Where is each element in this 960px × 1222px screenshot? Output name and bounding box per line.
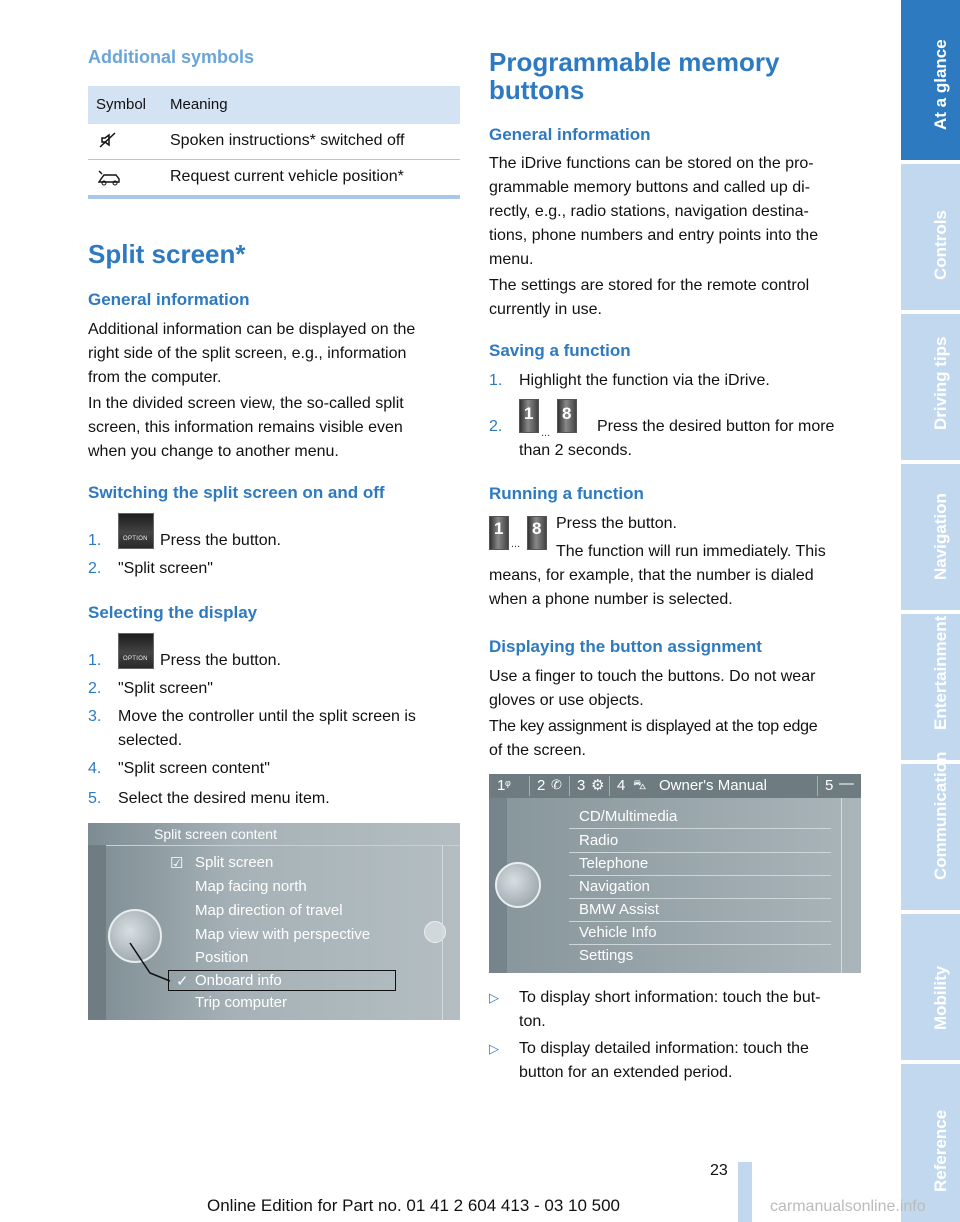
footer-text: Online Edition for Part no. 01 41 2 604 413 - 03 10 500 <box>207 1196 621 1215</box>
paragraph-line: The function will run immediately. This <box>556 543 826 560</box>
ellipsis: ... <box>511 538 521 550</box>
tab-label: Reference <box>930 1109 950 1192</box>
screen-menu-item: Radio <box>579 832 619 849</box>
screen-row-divider <box>569 875 831 876</box>
option-label: OPTION <box>123 656 148 662</box>
step-text: Press the button. <box>160 652 281 669</box>
topbar-slot: 3 <box>577 777 586 794</box>
check-icon: ✓ <box>176 973 189 990</box>
memory-button-8-icon <box>557 399 577 433</box>
paragraph-line: The iDrive functions can be stored on the pro- <box>489 155 814 172</box>
topbar-divider <box>529 776 530 796</box>
tab-entertainment[interactable] <box>901 614 960 760</box>
paragraph-line: Use a finger to touch the buttons. Do not wear <box>489 668 816 685</box>
screen-left-edge <box>88 845 106 1020</box>
step-text: Press the desired button for more <box>597 418 835 435</box>
topbar-slot: Owner's Manual <box>659 777 767 794</box>
screen-menu-item: Map facing north <box>195 878 307 895</box>
step-text: "Split screen" <box>118 560 213 577</box>
step-text: "Split screen" <box>118 680 213 697</box>
paragraph-line: The settings are stored for the remote control <box>489 277 810 294</box>
paragraph-line: currently in use. <box>489 301 602 318</box>
tab-label: Controls <box>930 210 950 280</box>
step-text: selected. <box>118 732 183 749</box>
bullet-item <box>489 1037 861 1085</box>
signal-icon: ᵠ <box>505 777 511 792</box>
tab-mobility[interactable] <box>901 914 960 1060</box>
screen-menu-item: Position <box>195 949 249 966</box>
paragraph-line: of the screen. <box>489 742 586 759</box>
tab-label: Mobility <box>930 965 950 1030</box>
step-text: Press the button. <box>160 532 281 549</box>
screen-menu-item: CD/Multimedia <box>579 808 678 825</box>
step-number: 2. <box>88 680 102 697</box>
screen-menu-item: BMW Assist <box>579 901 660 918</box>
general-information-heading: General information <box>88 290 250 309</box>
option-label: OPTION <box>123 536 148 542</box>
symbol-meaning: Spoken instructions* switched off <box>170 132 405 149</box>
split-screen-heading: Split screen* <box>88 239 246 269</box>
tab-label: At a glance <box>930 39 950 130</box>
tab-communication[interactable] <box>901 751 960 910</box>
topbar-divider <box>609 776 610 796</box>
ellipsis: ... <box>541 427 551 439</box>
split-screen-content-screenshot <box>88 823 460 1020</box>
step-number: 2. <box>88 560 102 577</box>
tab-label: Entertainment <box>930 615 950 730</box>
running-heading: Running a function <box>489 484 644 503</box>
table-row <box>88 124 460 160</box>
programmable-buttons-heading-2: buttons <box>489 75 585 105</box>
memory-button-1-icon <box>519 399 539 433</box>
step-item <box>489 404 861 463</box>
step-number: 4. <box>88 760 102 777</box>
topbar-slot: 5 <box>825 777 834 794</box>
screen-row-divider <box>569 852 831 853</box>
table-bottom-rule <box>88 196 460 199</box>
memory-button-1-icon <box>489 516 509 550</box>
step-number: 1. <box>88 532 102 549</box>
vehicle-position-icon <box>96 168 122 193</box>
paragraph-line: means, for example, that the number is dialed <box>489 567 814 584</box>
screen-menu-item: Map view with perspective <box>195 926 371 943</box>
paragraph-line: when a phone number is selected. <box>489 591 733 608</box>
memory-button-label: 1 <box>494 519 504 538</box>
step-number: 5. <box>88 790 102 807</box>
paragraph-line: grammable memory buttons and called up di- <box>489 179 811 196</box>
step-text: Highlight the function via the iDrive. <box>519 372 770 389</box>
screen-menu-item: Vehicle Info <box>579 924 657 941</box>
bullet-item <box>489 986 861 1034</box>
step-item <box>88 787 460 811</box>
symbol-table-header <box>88 86 460 124</box>
general-information-heading: General information <box>489 125 651 144</box>
bullet-text: To display detailed information: touch the <box>519 1040 809 1057</box>
page-number: 23 <box>710 1162 728 1179</box>
option-button-icon <box>118 633 154 669</box>
paragraph-line: gloves or use objects. <box>489 692 644 709</box>
displaying-heading: Displaying the button assignment <box>489 637 762 656</box>
screen-row-divider <box>569 921 831 922</box>
step-item <box>88 529 460 553</box>
symbol-meaning: Request current vehicle position* <box>170 168 404 185</box>
bullet-text: To display short information: touch the but- <box>519 989 821 1006</box>
tab-navigation[interactable] <box>901 464 960 610</box>
gear-icon: ⚙ <box>591 777 605 794</box>
step-number: 3. <box>88 708 102 725</box>
minus-icon: — <box>839 775 854 792</box>
screen-right-divider <box>841 798 842 973</box>
page-number-bar <box>738 1162 752 1222</box>
screen-menu-item: Settings <box>579 947 634 964</box>
topbar-slot: 1 <box>497 777 506 794</box>
tab-label: Navigation <box>930 493 950 580</box>
table-row <box>88 160 460 196</box>
additional-symbols-heading: Additional symbols <box>88 47 255 67</box>
programmable-buttons-heading-1: Programmable memory <box>489 47 780 77</box>
tab-driving-tips[interactable] <box>901 314 960 460</box>
switching-heading: Switching the split screen on and off <box>88 483 385 502</box>
controller-icon <box>495 862 541 908</box>
screen-menu-item: Navigation <box>579 878 650 895</box>
selecting-heading: Selecting the display <box>88 603 258 622</box>
memory-button-label: 1 <box>524 404 534 423</box>
header-symbol: Symbol <box>96 96 147 113</box>
paragraph-line: screen, this information remains visible even <box>88 419 403 436</box>
step-item <box>88 705 460 753</box>
checkbox-icon: ☑ <box>170 855 184 872</box>
step-text: Move the controller until the split screen is <box>118 708 416 725</box>
bullet-text: button for an extended period. <box>519 1064 733 1081</box>
saving-heading: Saving a function <box>489 341 631 360</box>
paragraph-line: The key assignment is displayed at the top edge <box>489 718 818 735</box>
tab-label: Communication <box>930 751 950 880</box>
step-item <box>88 649 460 673</box>
paragraph-line: rectly, e.g., radio stations, navigation destina- <box>489 203 809 220</box>
paragraph-line: Press the button. <box>556 515 677 532</box>
paragraph-line: Additional information can be displayed on the <box>88 321 416 338</box>
screen-menu-item: Split screen <box>195 854 274 871</box>
option-button-icon <box>118 513 154 549</box>
screen-row-divider <box>569 944 831 945</box>
step-item <box>88 757 460 781</box>
triangle-bullet-icon: ▷ <box>489 1041 499 1056</box>
step-item <box>88 677 460 701</box>
tab-at-a-glance[interactable] <box>901 0 960 160</box>
watermark: carmanualsonline.info <box>770 1198 926 1215</box>
paragraph-line: In the divided screen view, the so-called split <box>88 395 404 412</box>
topbar-divider <box>569 776 570 796</box>
step-number: 1. <box>88 652 102 669</box>
screen-row-divider <box>569 828 831 829</box>
step-text: than 2 seconds. <box>519 442 632 459</box>
screen-title: Split screen content <box>154 826 277 842</box>
screen-divider <box>88 845 460 846</box>
screen-row-divider <box>569 898 831 899</box>
screen-menu-item: Onboard info <box>195 972 282 989</box>
paragraph-line: right side of the split screen, e.g., information <box>88 345 407 362</box>
car-icon: ⛍ <box>633 777 647 792</box>
bullet-text: ton. <box>519 1013 546 1030</box>
phone-icon: ✆ <box>551 777 562 792</box>
memory-button-8-icon <box>527 516 547 550</box>
paragraph-line: from the computer. <box>88 369 222 386</box>
screen-menu-item: Map direction of travel <box>195 902 343 919</box>
tab-controls[interactable] <box>901 164 960 310</box>
topbar-divider <box>817 776 818 796</box>
paragraph-line: when you change to another menu. <box>88 443 339 460</box>
memory-button-label: 8 <box>562 404 572 423</box>
memory-button-label: 8 <box>532 519 542 538</box>
header-meaning: Meaning <box>170 96 228 113</box>
step-item <box>88 557 460 581</box>
pointer-line <box>128 941 173 983</box>
paragraph-line: tions, phone numbers and entry points into the <box>489 227 819 244</box>
triangle-bullet-icon: ▷ <box>489 990 499 1005</box>
step-number: 2. <box>489 418 503 435</box>
button-assignment-screenshot <box>489 774 861 973</box>
topbar-slot: 2 <box>537 777 546 794</box>
screen-menu-item: Telephone <box>579 855 649 872</box>
topbar-slot: 4 <box>617 777 626 794</box>
screen-right-divider <box>442 845 443 1020</box>
step-item <box>489 369 861 393</box>
tab-label: Driving tips <box>930 336 950 430</box>
step-text: "Split screen content" <box>118 760 270 777</box>
step-number: 1. <box>489 372 503 389</box>
speaker-off-icon <box>98 130 118 155</box>
screen-menu-item: Trip computer <box>195 994 287 1011</box>
symbol-table <box>88 86 460 199</box>
paragraph-line: menu. <box>489 251 534 268</box>
step-text: Select the desired menu item. <box>118 790 330 807</box>
